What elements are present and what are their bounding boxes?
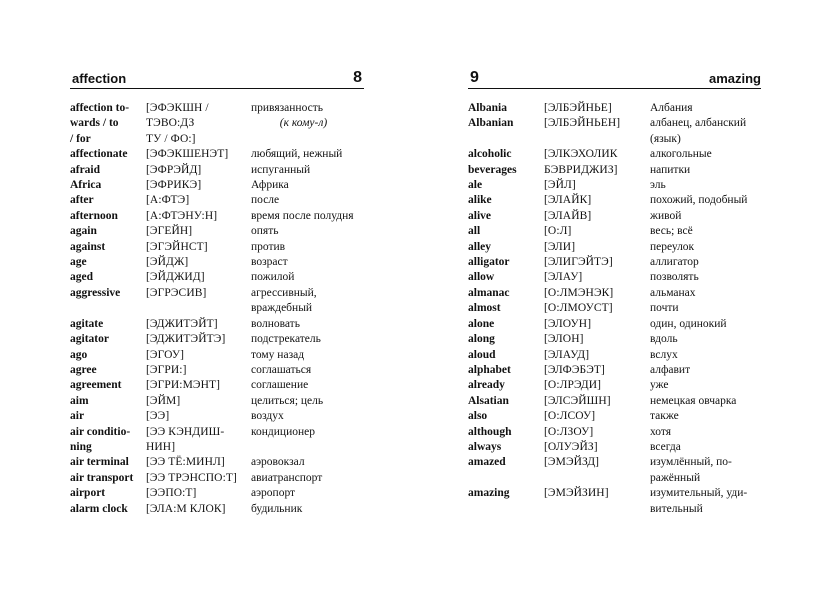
dictionary-entry	[70, 240, 366, 255]
entry-translation-cell	[650, 348, 764, 363]
entry-word: almost	[468, 302, 501, 315]
entry-translation: пожилой	[251, 271, 295, 284]
entry-transcription: [ЭЛИ]	[544, 240, 576, 253]
entry-transcription: [А:ФТЭНУ:Н]	[146, 209, 218, 222]
entry-transcription: [ЭЭ КЭНДИШ- НИН]	[146, 425, 225, 453]
entry-transcription: [ЭЙДЖИД]	[146, 271, 205, 284]
entry-word: agree	[70, 363, 97, 376]
dictionary-entry	[70, 425, 366, 456]
dictionary-entry	[70, 348, 366, 363]
entry-translation: против	[251, 240, 286, 253]
entry-word: alley	[468, 240, 491, 253]
entry-translation: хотя	[650, 425, 672, 438]
entry-translation: соглашение	[251, 379, 309, 392]
entry-word: age	[70, 256, 87, 269]
entry-transcription: [ЭЛФЭБЭТ]	[544, 363, 605, 376]
entry-transcription: [ЭЭ ТЁ:МИНЛ]	[146, 456, 225, 469]
entry-translation-cell	[251, 270, 366, 285]
entry-transcription: [ЭЛАЙВ]	[544, 209, 592, 222]
entry-transcription: [ЭЭ]	[146, 410, 170, 423]
entry-transcription: [О:ЛСОУ]	[544, 410, 596, 423]
entry-word: amazing	[468, 487, 510, 500]
entry-word: alone	[468, 317, 495, 330]
entry-translation-cell	[650, 440, 764, 455]
entry-translation-cell	[251, 378, 366, 393]
dictionary-entry	[70, 363, 366, 378]
right-page-number: 9	[470, 69, 479, 86]
entry-translation: албанец, албанский (язык)	[650, 117, 747, 145]
entry-translation-cell	[251, 409, 366, 424]
dictionary-entry	[468, 286, 764, 301]
dictionary-entry	[70, 209, 366, 224]
dictionary-entry	[70, 486, 366, 501]
dictionary-entry	[468, 101, 764, 116]
entry-translation-cell	[650, 455, 764, 486]
entry-word: already	[468, 379, 505, 392]
entry-transcription: [ЭФЭКШН / ТЭВО:ДЗ ТУ / ФО:]	[146, 102, 209, 145]
entry-translation: волновать	[251, 317, 300, 330]
entry-translation-cell	[251, 317, 366, 332]
entry-translation: любящий, нежный	[251, 148, 343, 161]
entry-translation-cell	[650, 116, 764, 147]
entry-transcription: [О:ЛРЭДИ]	[544, 379, 602, 392]
entry-translation: изумлённый, по- ражённый	[650, 456, 732, 484]
entry-translation: аэропорт	[251, 487, 296, 500]
entry-word: afternoon	[70, 209, 118, 222]
entry-word: alcoholic beverages	[468, 148, 517, 176]
entry-translation: весь; всё	[650, 225, 693, 238]
left-page	[70, 68, 366, 517]
entry-translation-cell	[251, 255, 366, 270]
entry-translation-cell	[650, 224, 764, 239]
entry-translation-cell	[650, 178, 764, 193]
entry-word: alarm clock	[70, 502, 128, 515]
entry-word: allow	[468, 271, 495, 284]
dictionary-entry	[468, 440, 764, 455]
entry-translation-cell	[650, 209, 764, 224]
entry-word: aim	[70, 394, 89, 407]
entry-translation-cell	[251, 240, 366, 255]
entry-translation: позволять	[650, 271, 699, 284]
entry-translation-cell	[251, 286, 366, 317]
entry-translation-cell	[650, 286, 764, 301]
dictionary-entry	[70, 455, 366, 470]
dictionary-entry	[70, 224, 366, 239]
entry-word: ago	[70, 348, 88, 361]
entry-translation: кондиционер	[251, 425, 315, 438]
dictionary-entry	[70, 409, 366, 424]
entry-transcription: [ЭЙЛ]	[544, 179, 576, 192]
entry-translation: привязанность	[251, 102, 323, 114]
entry-word: agitate	[70, 317, 104, 330]
dictionary-entry	[468, 270, 764, 285]
entry-transcription: [ЭЛБЭЙНЬЕ]	[544, 102, 612, 114]
entry-word: along	[468, 333, 495, 346]
entry-word: against	[70, 240, 106, 253]
entry-translation: опять	[251, 225, 279, 238]
entry-word: ale	[468, 179, 483, 192]
entry-translation: Албания	[650, 102, 693, 114]
entry-translation: подстрекатель	[251, 333, 321, 346]
entry-word: aged	[70, 271, 93, 284]
dictionary-entry	[468, 209, 764, 224]
dictionary-entry	[70, 147, 366, 162]
note-indent	[251, 117, 280, 129]
entry-transcription: [ЭЛИГЭЙТЭ]	[544, 256, 613, 269]
dictionary-entry	[70, 270, 366, 285]
entry-transcription: [ЭГОУ]	[146, 348, 185, 361]
dictionary-entry	[468, 301, 764, 316]
dictionary-entry	[468, 317, 764, 332]
entry-word: aloud	[468, 348, 496, 361]
entry-word: although	[468, 425, 512, 438]
entry-word: air transport	[70, 471, 134, 484]
entry-translation: соглашаться	[251, 363, 312, 376]
entry-translation: вдоль	[650, 333, 678, 346]
entry-transcription: [ЭЭ ТРЭНСПО:Т]	[146, 471, 237, 484]
dictionary-entry	[468, 455, 764, 486]
entry-translation-cell	[650, 332, 764, 347]
entry-transcription: [ЭЭПО:Т]	[146, 487, 197, 500]
entry-word: alligator	[468, 256, 510, 269]
entry-transcription: [О:ЛМОУСТ]	[544, 302, 613, 315]
dictionary-entry	[468, 178, 764, 193]
left-page-number: 8	[353, 69, 362, 86]
entry-transcription: [ЭЛАУ]	[544, 271, 583, 284]
entry-transcription: [ЭФРЭЙД]	[146, 163, 202, 176]
entry-transcription: [ЭМЭЙЗД]	[544, 456, 600, 469]
entry-translation-cell	[650, 317, 764, 332]
entry-translation: живой	[650, 209, 682, 222]
entry-translation-cell	[650, 394, 764, 409]
entry-translation-cell	[251, 163, 366, 178]
entry-transcription: [ЭГЕЙН]	[146, 225, 193, 238]
entry-translation-cell	[650, 240, 764, 255]
entry-translation: авиатранспорт	[251, 471, 323, 484]
entry-transcription: [ЭМЭЙЗИН]	[544, 487, 609, 500]
entry-word: affection to- wards / to / for	[70, 102, 130, 145]
entry-translation-cell	[650, 147, 764, 178]
entry-translation-cell	[251, 455, 366, 470]
entry-translation-cell	[251, 332, 366, 347]
entry-translation: аэровокзал	[251, 456, 305, 469]
entry-translation: также	[650, 410, 679, 423]
entry-translation: уже	[650, 379, 669, 392]
entry-translation: переулок	[650, 240, 695, 253]
entry-translation-cell	[650, 301, 764, 316]
dictionary-entry	[70, 502, 366, 517]
entry-transcription: [ЭЛКЭХОЛИК БЭВРИДЖИЗ]	[544, 148, 618, 176]
entry-translation-cell	[251, 224, 366, 239]
entry-translation-cell	[650, 486, 764, 517]
entry-translation: изумительный, уди- вительный	[650, 487, 748, 515]
entry-transcription: [ЭДЖИТЭЙТЭ]	[146, 333, 226, 346]
entry-word: air conditio- ning	[70, 425, 131, 453]
entry-translation-cell	[251, 486, 366, 501]
entry-translation-cell	[650, 255, 764, 270]
entry-translation: немецкая овчарка	[650, 394, 737, 407]
entry-translation-cell	[251, 502, 366, 517]
entry-translation-cell	[251, 193, 366, 208]
entry-translation-cell	[650, 101, 764, 116]
dictionary-entry	[468, 224, 764, 239]
entry-transcription: [ЭЙДЖ]	[146, 256, 189, 269]
dictionary-entry	[468, 394, 764, 409]
entry-word: after	[70, 194, 94, 207]
entry-transcription: [О:ЛМЭНЭК]	[544, 286, 614, 299]
entry-word: Albanian	[468, 117, 514, 130]
entry-translation: воздух	[251, 410, 284, 423]
entry-translation-cell	[251, 363, 366, 378]
entry-translation: тому назад	[251, 348, 305, 361]
entry-transcription: [ЭЛБЭЙНЬЕН]	[544, 117, 621, 130]
entry-word: affectionate	[70, 148, 128, 161]
entry-translation-cell	[251, 209, 366, 224]
entry-translation: испуганный	[251, 163, 311, 176]
right-head-word: amazing	[708, 71, 761, 86]
left-head-word: affection	[72, 71, 127, 86]
entry-word: always	[468, 440, 502, 453]
entry-word: alphabet	[468, 363, 511, 376]
entry-transcription: [ЭГЭЙНСТ]	[146, 240, 208, 253]
entry-translation-cell	[251, 101, 366, 147]
entry-transcription: [О:Л]	[544, 225, 572, 238]
dictionary-entry	[70, 178, 366, 193]
dictionary-entry	[70, 163, 366, 178]
entry-transcription: [ЭГРИ:]	[146, 363, 187, 376]
entry-word: agitator	[70, 333, 109, 346]
entry-word: alike	[468, 194, 492, 207]
entry-transcription: [ЭЙМ]	[146, 394, 181, 407]
entry-usage-note: (к кому-л)	[279, 117, 328, 130]
entry-word: afraid	[70, 163, 101, 176]
entry-transcription: [ЭГРЭСИВ]	[146, 286, 207, 299]
entry-word: aggressive	[70, 286, 121, 299]
dictionary-entry	[70, 378, 366, 393]
entry-translation: всегда	[650, 440, 681, 453]
dictionary-entry	[70, 317, 366, 332]
entry-transcription: [ЭФЭКШЕНЭТ]	[146, 148, 229, 161]
dictionary-entry	[468, 116, 764, 147]
dictionary-entry	[70, 193, 366, 208]
entry-translation: целиться; цель	[251, 394, 324, 407]
entry-translation-cell	[251, 348, 366, 363]
dictionary-entry	[468, 332, 764, 347]
entry-word: airport	[70, 487, 106, 500]
entry-translation-cell	[650, 193, 764, 208]
entry-translation: алкогольные напитки	[650, 148, 712, 176]
entry-translation-cell	[251, 471, 366, 486]
entry-translation: время после полудня	[251, 209, 354, 222]
left-entry-list	[70, 101, 366, 517]
entry-translation-cell	[650, 425, 764, 440]
entry-transcription: [ЭЛОУН]	[544, 317, 592, 330]
entry-transcription: [А:ФТЭ]	[146, 194, 190, 207]
right-page	[468, 68, 764, 517]
entry-translation: почти	[650, 302, 679, 315]
dictionary-entry	[70, 255, 366, 270]
entry-translation-cell	[650, 270, 764, 285]
entry-word: again	[70, 225, 97, 238]
dictionary-entry	[468, 348, 764, 363]
entry-translation: эль	[650, 179, 666, 192]
dictionary-entry	[70, 286, 366, 317]
left-running-head	[70, 68, 364, 89]
entry-word: Africa	[70, 179, 102, 192]
dictionary-entry	[468, 147, 764, 178]
entry-word: also	[468, 410, 488, 423]
dictionary-entry	[468, 425, 764, 440]
entry-transcription: [ОЛУЭЙЗ]	[544, 440, 598, 453]
entry-transcription: [ЭЛАЙК]	[544, 194, 592, 207]
dictionary-entry	[468, 486, 764, 517]
entry-transcription: [О:ЛЗОУ]	[544, 425, 594, 438]
entry-word: Alsatian	[468, 394, 509, 407]
entry-translation-cell	[251, 178, 366, 193]
entry-transcription: [ЭДЖИТЭЙТ]	[146, 317, 218, 330]
dictionary-entry	[70, 471, 366, 486]
entry-translation: аллигатор	[650, 256, 699, 269]
dictionary-entry	[70, 332, 366, 347]
dictionary-entry	[468, 378, 764, 393]
entry-translation-cell	[650, 409, 764, 424]
entry-translation: похожий, подобный	[650, 194, 748, 207]
entry-word: agreement	[70, 379, 122, 392]
entry-translation: алфавит	[650, 363, 691, 376]
entry-translation: будильник	[251, 502, 303, 515]
entry-word: air terminal	[70, 456, 129, 469]
entry-translation-cell	[251, 147, 366, 162]
dictionary-entry	[70, 394, 366, 409]
entry-transcription: [ЭЛА:М КЛОК]	[146, 502, 226, 515]
entry-translation: агрессивный, враждебный	[251, 286, 317, 315]
entry-translation-cell	[251, 425, 366, 456]
entry-translation-cell	[650, 378, 764, 393]
entry-word: amazed	[468, 456, 506, 469]
entry-translation-cell	[650, 363, 764, 378]
entry-transcription: [ЭЛОН]	[544, 333, 584, 346]
entry-transcription: [ЭЛАУД]	[544, 348, 590, 361]
entry-word: Albania	[468, 102, 507, 114]
entry-word: air	[70, 410, 85, 423]
right-running-head	[468, 68, 761, 89]
entry-word: all	[468, 225, 481, 238]
entry-translation: вслух	[650, 348, 678, 361]
dictionary-entry	[468, 409, 764, 424]
entry-translation: альманах	[650, 286, 696, 299]
entry-translation: возраст	[251, 256, 288, 269]
entry-translation: один, одинокий	[650, 317, 727, 330]
dictionary-entry	[468, 363, 764, 378]
entry-translation-cell	[251, 394, 366, 409]
right-entry-list	[468, 101, 764, 517]
dictionary-entry	[468, 255, 764, 270]
entry-transcription: [ЭФРИКЭ]	[146, 179, 202, 192]
entry-transcription: [ЭЛСЭЙШН]	[544, 394, 611, 407]
entry-translation: Африка	[251, 179, 289, 192]
dictionary-entry	[468, 193, 764, 208]
dictionary-entry	[70, 101, 366, 147]
dictionary-entry	[468, 240, 764, 255]
entry-translation: после	[251, 194, 280, 207]
entry-transcription: [ЭГРИ:МЭНТ]	[146, 379, 221, 392]
entry-word: almanac	[468, 286, 510, 299]
entry-word: alive	[468, 209, 491, 222]
